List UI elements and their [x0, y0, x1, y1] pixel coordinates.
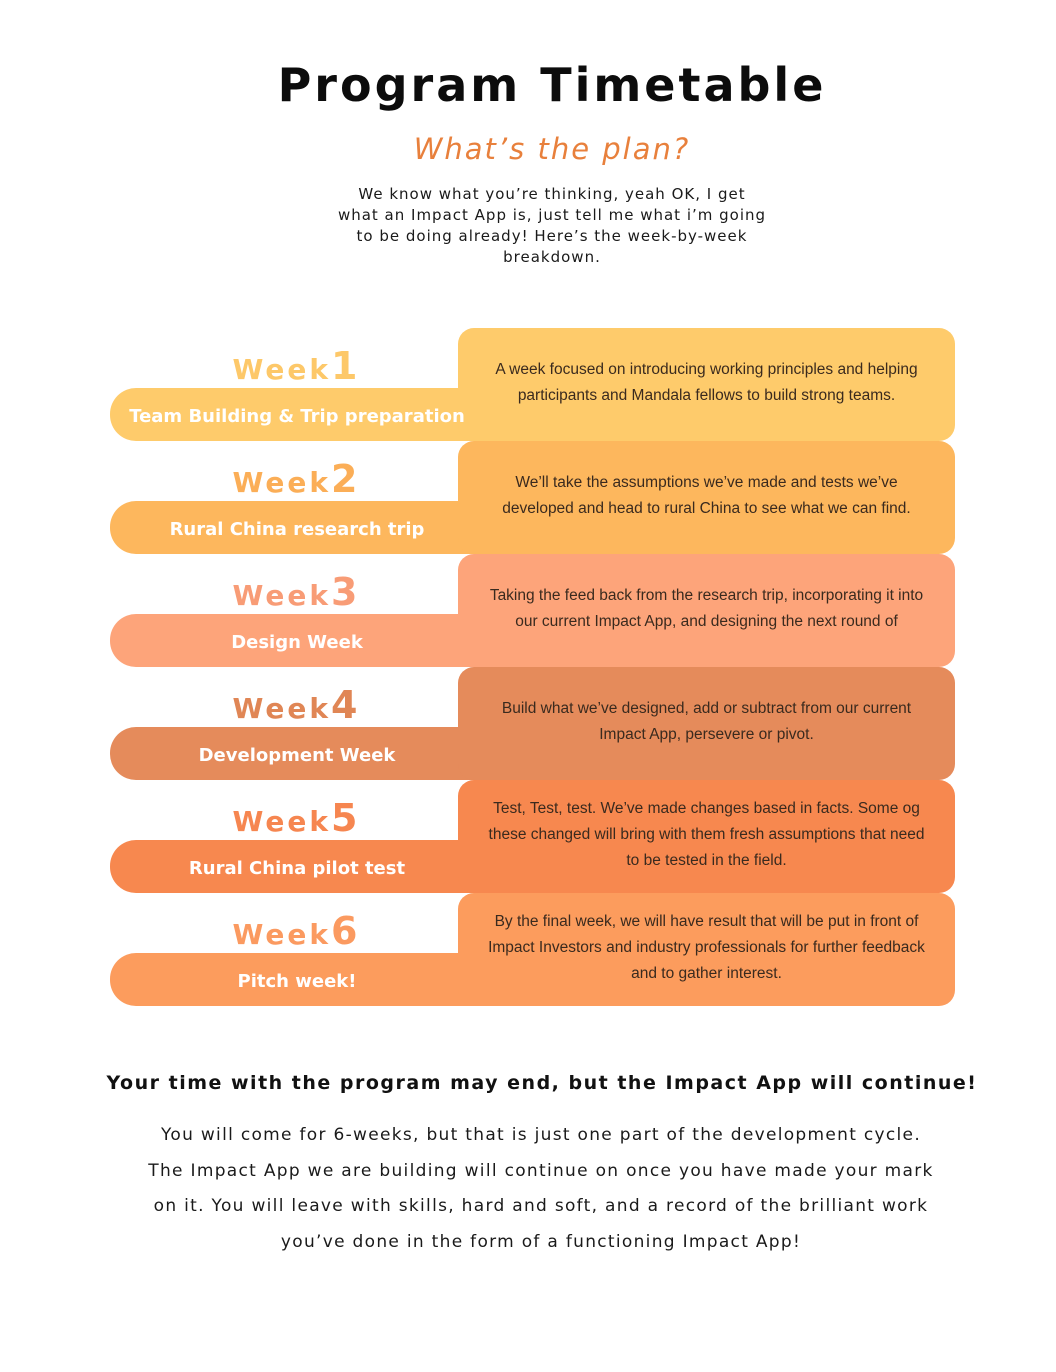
week-word: Week	[232, 353, 332, 386]
week-description-box	[458, 441, 955, 554]
week-description-box	[458, 667, 955, 780]
week-word: Week	[232, 805, 332, 838]
week-description: Taking the feed back from the research trip, incorporating it into our current Impact App, and designing the next round of	[489, 586, 924, 630]
week-word: Week	[232, 918, 332, 951]
week-label	[110, 346, 480, 390]
week-number: 3	[331, 570, 358, 614]
week-row-5	[110, 780, 956, 893]
week-word: Week	[232, 579, 332, 612]
week-label	[110, 911, 480, 955]
week-row-1	[110, 328, 956, 441]
week-number: 5	[331, 796, 358, 840]
page-title: Program Timetable	[277, 58, 827, 112]
closing-heading: Your time with the program may end, but the Impact App will continue!	[106, 1072, 978, 1094]
week-title: Rural China pilot test	[188, 858, 406, 879]
week-row-3	[110, 554, 956, 667]
week-label	[110, 798, 480, 842]
week-number: 1	[331, 344, 358, 388]
week-title: Development Week	[198, 745, 396, 766]
week-label	[110, 572, 480, 616]
week-title: Team Building & Trip preparation	[129, 406, 465, 427]
week-row-6	[110, 893, 956, 1006]
week-number: 4	[331, 683, 358, 727]
week-title: Pitch week!	[237, 971, 357, 992]
week-title: Design Week	[231, 632, 363, 653]
week-description: We’ll take the assumptions we’ve made and tests we’ve developed and head to rural China to see what we can find.	[502, 473, 911, 517]
week-word: Week	[232, 692, 332, 725]
week-description: A week focused on introducing working principles and helping participants and Mandala fellows to build strong teams.	[495, 360, 918, 404]
week-row-4	[110, 667, 956, 780]
week-label	[110, 685, 480, 729]
week-row-2	[110, 441, 956, 554]
week-description-box	[458, 328, 955, 441]
week-word: Week	[232, 466, 332, 499]
week-description-box	[458, 893, 955, 1006]
week-description: Test, Test, test. We’ve made changes based in facts. Some og these changed will bring with them fresh assumptions that need to be tested in the field.	[488, 799, 925, 869]
week-description-box	[458, 780, 955, 893]
week-description: Build what we’ve designed, add or subtract from our current Impact App, persevere or pivot.	[501, 699, 912, 743]
intro-text: We know what you’re thinking, yeah OK, I get what an Impact App is, just tell me what i’m going to be doing already! Here’s the week-by-week breakdown.	[337, 185, 767, 266]
week-label	[110, 459, 480, 503]
week-description-box	[458, 554, 955, 667]
closing-body: You will come for 6-weeks, but that is just one part of the development cycle. The Impact App we are building will continue on once you have made your mark on it. You will leave with skills, hard and soft, and a record of the brilliant work you’ve done in the form of a functioning Impact App!	[148, 1125, 934, 1252]
week-description: By the final week, we will have result that will be put in front of Impact Investors and industry professionals for further feedback and to gather interest.	[488, 912, 925, 982]
week-title: Rural China research trip	[169, 519, 425, 540]
week-number: 6	[331, 909, 358, 953]
week-number: 2	[331, 457, 358, 501]
page-subtitle: What’s the plan?	[413, 132, 691, 166]
